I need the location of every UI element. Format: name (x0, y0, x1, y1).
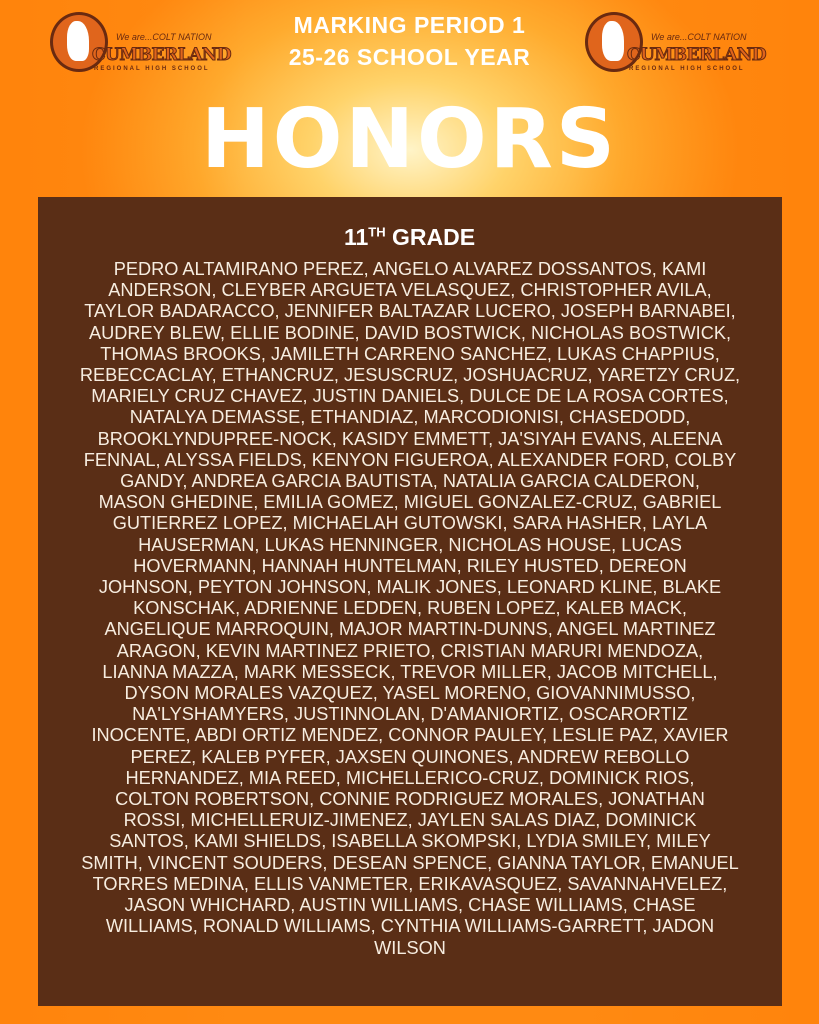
names-line: INOCENTE, ABDI ORTIZ MENDEZ, CONNOR PAULEY, LESLIE PAZ, XAVIER (91, 725, 729, 746)
names-line: WILSON (374, 937, 446, 958)
names-line: GANDY, ANDREA GARCIA BAUTISTA, NATALIA GARCIA CALDERON, (120, 471, 700, 492)
names-line: ANDERSON, CLEYBER ARGUETA VELASQUEZ, CHRISTOPHER AVILA, (108, 280, 712, 301)
names-line: COLTON ROBERTSON, CONNIE RODRIGUEZ MORALES, JONATHAN (115, 789, 705, 810)
names-line: HAUSERMAN, LUKAS HENNINGER, NICHOLAS HOUSE, LUCAS (138, 534, 682, 555)
logo-subtitle: REGIONAL HIGH SCHOOL (94, 66, 210, 72)
names-line: MASON GHEDINE, EMILIA GOMEZ, MIGUEL GONZALEZ-CRUZ, GABRIEL (98, 492, 722, 513)
names-line: SANTOS, KAMI SHIELDS, ISABELLA SKOMPSKI, LYDIA SMILEY, MILEY (109, 831, 711, 852)
names-line: JOHNSON, PEYTON JOHNSON, MALIK JONES, LEONARD KLINE, BLAKE (98, 577, 722, 598)
names-line: GUTIERREZ LOPEZ, MICHAELAH GUTOWSKI, SARA HASHER, LAYLA (112, 513, 708, 534)
names-line: TAYLOR BADARACCO, JENNIFER BALTAZAR LUCERO, JOSEPH BARNABEI, (84, 301, 736, 322)
names-line: PEREZ, KALEB PYFER, JAXSEN QUINONES, ANDREW REBOLLO (130, 746, 690, 767)
logo-name: CUMBERLAND (92, 45, 232, 65)
logo-subtitle: REGIONAL HIGH SCHOOL (629, 66, 745, 72)
names-line: ARAGON, KEVIN MARTINEZ PRIETO, CRISTIAN MARURI MENDOZA, (116, 640, 704, 661)
names-line: THOMAS BROOKS, JAMILETH CARRENO SANCHEZ, LUKAS CHAPPIUS, (100, 343, 720, 364)
names-line: HERNANDEZ, MIA REED, MICHELLERICO-CRUZ, DOMINICK RIOS, (125, 767, 695, 788)
names-line: JASON WHICHARD, AUSTIN WILLIAMS, CHASE WILLIAMS, CHASE (124, 895, 696, 916)
names-line: REBECCACLAY, ETHANCRUZ, JESUSCRUZ, JOSHUACRUZ, YARETZY CRUZ, (79, 365, 741, 386)
honors-names-list (38, 259, 782, 959)
names-line: ROSSI, MICHELLERUIZ-JIMENEZ, JAYLEN SALAS DIAZ, DOMINICK (123, 810, 697, 831)
names-line: PEDRO ALTAMIRANO PEREZ, ANGELO ALVAREZ DOSSANTOS, KAMI (113, 259, 707, 279)
names-line: HOVERMANN, HANNAH HUNTELMAN, RILEY HUSTED, DEREON (133, 555, 687, 576)
names-line: NATALYA DEMASSE, ETHANDIAZ, MARCODIONISI, CHASEDODD, (129, 407, 691, 428)
honors-title: HONORS (201, 92, 618, 187)
logo-tagline: We are...COLT NATION (116, 32, 212, 42)
names-line: ANGELIQUE MARROQUIN, MAJOR MARTIN-DUNNS, ANGEL MARTINEZ (104, 619, 716, 640)
logo-name: CUMBERLAND (627, 45, 767, 65)
names-line: FENNAL, ALYSSA FIELDS, KENYON FIGUEROA, ALEXANDER FORD, COLBY (83, 449, 737, 470)
names-line: MARIELY CRUZ CHAVEZ, JUSTIN DANIELS, DULCE DE LA ROSA CORTES, (91, 386, 729, 407)
names-line: DYSON MORALES VAZQUEZ, YASEL MORENO, GIOVANNIMUSSO, (124, 683, 696, 704)
names-line: NA'LYSHAMYERS, JUSTINNOLAN, D'AMANIORTIZ, OSCARORTIZ (132, 704, 688, 725)
grade-suffix: TH (368, 224, 386, 240)
names-line: BROOKLYNDUPREE-NOCK, KASIDY EMMETT, JA'SIYAH EVANS, ALEENA (97, 428, 723, 449)
names-line: AUDREY BLEW, ELLIE BODINE, DAVID BOSTWICK, NICHOLAS BOSTWICK, (88, 322, 732, 343)
logo-tagline: We are...COLT NATION (651, 32, 747, 42)
grade-label: GRADE (385, 224, 476, 250)
grade-number: 11 (343, 224, 369, 250)
names-line: KONSCHAK, ADRIENNE LEDDEN, RUBEN LOPEZ, KALEB MACK, (133, 598, 687, 619)
names-line: LIANNA MAZZA, MARK MESSECK, TREVOR MILLER, JACOB MITCHELL, (102, 661, 718, 682)
grade-heading (0, 224, 819, 251)
marking-period-heading: MARKING PERIOD 1 (293, 12, 526, 38)
names-line: TORRES MEDINA, ELLIS VANMETER, ERIKAVASQUEZ, SAVANNAHVELEZ, (92, 873, 728, 894)
school-year-heading: 25-26 SCHOOL YEAR (288, 44, 531, 70)
names-line: SMITH, VINCENT SOUDERS, DESEAN SPENCE, GIANNA TAYLOR, EMANUEL (81, 852, 739, 873)
names-line: WILLIAMS, RONALD WILLIAMS, CYNTHIA WILLIAMS-GARRETT, JADON (105, 916, 715, 937)
